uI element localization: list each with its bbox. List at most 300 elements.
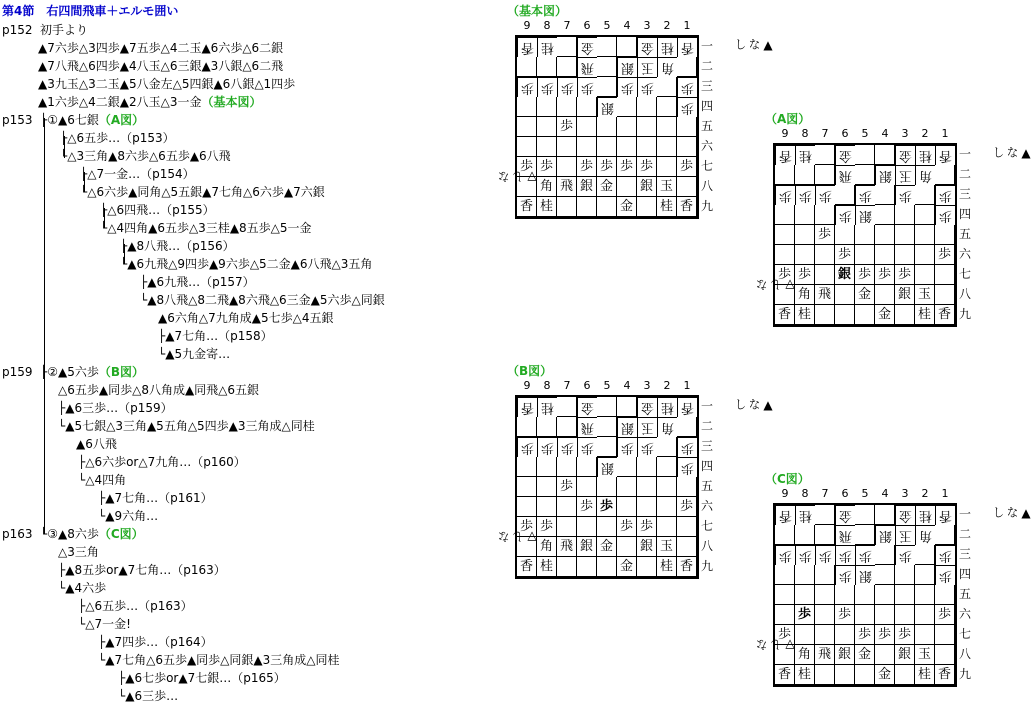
board-square: 歩 (677, 497, 697, 517)
board-square (557, 497, 577, 517)
sente-hand: ▲なし (991, 506, 1033, 520)
board-square: 角 (795, 645, 815, 665)
move-line: └△6六歩▲同角△5五銀▲7七角△6六歩▲7六銀 (80, 185, 325, 199)
board-square (677, 517, 697, 537)
board-square: 銀 (637, 177, 657, 197)
board-square (875, 505, 895, 525)
board-square (875, 565, 895, 585)
tree-connector (64, 136, 65, 158)
board-square: 銀 (617, 417, 637, 437)
board-square (935, 525, 955, 545)
move-line: └▲8八飛△8二飛▲8六飛△6三金▲5六歩△同銀 (140, 293, 385, 307)
board-square: 金 (637, 37, 657, 57)
board-square: 銀 (637, 537, 657, 557)
board-square (677, 537, 697, 557)
board-square (657, 137, 677, 157)
board-square (815, 525, 835, 545)
board-square: 桂 (915, 505, 935, 525)
board-square (517, 137, 537, 157)
board-square: 香 (517, 197, 537, 217)
board-square (617, 137, 637, 157)
board-square: 歩 (577, 497, 597, 517)
board-square: 桂 (795, 305, 815, 325)
gote-hand: なし▽ (497, 530, 539, 544)
move-line: ▲7六歩△3四歩▲7五歩△4二玉▲6六歩△6二銀 (38, 41, 284, 55)
board-label: （B図） (507, 364, 553, 378)
board-square: 香 (775, 305, 795, 325)
board-square (835, 285, 855, 305)
board-square (895, 665, 915, 685)
sente-hand: ▲なし (733, 38, 775, 52)
board-square (795, 585, 815, 605)
board-square: 玉 (915, 645, 935, 665)
board-square (537, 417, 557, 437)
board-square (875, 245, 895, 265)
board-square: 歩 (855, 185, 875, 205)
board-square (775, 205, 795, 225)
board-square: 金 (875, 305, 895, 325)
board-square: 歩 (855, 625, 875, 645)
board-square (537, 57, 557, 77)
section-title: 第4節 右四間飛車＋エルモ囲い (2, 4, 179, 18)
board-square: 金 (895, 145, 915, 165)
move-line: ├△6五歩…（p153） (60, 131, 175, 145)
gote-hand: なし▽ (497, 170, 539, 184)
board-square (617, 177, 637, 197)
board-square (597, 517, 617, 537)
board-square (577, 197, 597, 217)
sente-hand: ▲なし (733, 398, 775, 412)
board-square: 桂 (537, 397, 557, 417)
board-square: 歩 (617, 437, 637, 457)
board-square (577, 557, 597, 577)
board-square (855, 605, 875, 625)
board-square: 歩 (537, 157, 557, 177)
board-square (895, 565, 915, 585)
board-square (815, 605, 835, 625)
board-square: 金 (637, 397, 657, 417)
board-grid (515, 35, 699, 219)
board-square (537, 97, 557, 117)
board-square (815, 165, 835, 185)
move-line: └△7一金! (78, 617, 131, 631)
move-line: ├②▲5六歩（B図） (40, 365, 145, 379)
board-square (935, 285, 955, 305)
board-square (895, 585, 915, 605)
board-square (835, 625, 855, 645)
board-square: 歩 (677, 457, 697, 477)
move-line: ├△6六歩or△7九角…（p160） (78, 455, 246, 469)
diagram-ref: （B図） (98, 365, 145, 379)
board-square (915, 565, 935, 585)
board-label: （基本図） (507, 4, 568, 18)
board-square (855, 585, 875, 605)
board-square (537, 137, 557, 157)
diagram-ref: （A図） (98, 113, 145, 127)
board-square (915, 545, 935, 565)
board-square: 歩 (935, 565, 955, 585)
tree-connector (44, 118, 45, 372)
board-square: 歩 (577, 77, 597, 97)
board-square (597, 197, 617, 217)
board-square: 香 (677, 197, 697, 217)
board-square: 銀 (597, 457, 617, 477)
board-square: 歩 (775, 185, 795, 205)
board-square (657, 437, 677, 457)
board-square: 桂 (657, 557, 677, 577)
board-square (597, 417, 617, 437)
board-square: 玉 (657, 537, 677, 557)
board-square: 歩 (557, 117, 577, 137)
board-square: 玉 (657, 177, 677, 197)
board-square (637, 477, 657, 497)
board-square: 歩 (775, 625, 795, 645)
board-square (597, 117, 617, 137)
board-square (895, 605, 915, 625)
board-square (795, 205, 815, 225)
board-square: 歩 (775, 265, 795, 285)
board-square (775, 585, 795, 605)
board-square: 飛 (835, 165, 855, 185)
board-square (915, 205, 935, 225)
board-square: 歩 (835, 205, 855, 225)
board-square (835, 225, 855, 245)
board-square: 歩 (597, 497, 617, 517)
board-square: 歩 (795, 545, 815, 565)
board-square (775, 525, 795, 545)
tree-connector (84, 172, 85, 192)
board-square (795, 165, 815, 185)
board-square (657, 97, 677, 117)
board-square (795, 565, 815, 585)
move-line: ├△6五歩…（p163） (78, 599, 193, 613)
board-square (557, 137, 577, 157)
board-square: 角 (537, 177, 557, 197)
board-square (815, 305, 835, 325)
tree-connector (104, 208, 105, 228)
move-line: └△3三角▲8六歩△6五歩▲6八飛 (60, 149, 231, 163)
board-square (795, 625, 815, 645)
board-square (915, 585, 935, 605)
move-line: ├△7一金…（p154） (80, 167, 195, 181)
board-square: 香 (677, 37, 697, 57)
board-square: 歩 (895, 265, 915, 285)
board-square: 銀 (895, 285, 915, 305)
board-square (835, 665, 855, 685)
board-square (597, 77, 617, 97)
board-square (935, 625, 955, 645)
board-square: 銀 (855, 565, 875, 585)
gote-hand: なし▽ (755, 638, 797, 652)
move-line: └△4四角▲6五歩△3三桂▲8五歩△5一金 (100, 221, 312, 235)
board-square: 金 (855, 645, 875, 665)
board-square: 金 (835, 145, 855, 165)
board-square: 歩 (557, 477, 577, 497)
board-square (637, 97, 657, 117)
board-square: 歩 (517, 157, 537, 177)
board-square (895, 205, 915, 225)
board-square (617, 397, 637, 417)
move-line: ├△6四飛…（p155） (100, 203, 215, 217)
board-square (537, 497, 557, 517)
board-square (577, 137, 597, 157)
board-square: 歩 (637, 517, 657, 537)
board-square (815, 565, 835, 585)
move-line: △3三角 (58, 545, 99, 559)
board-square (557, 457, 577, 477)
board-square (577, 517, 597, 537)
board-square: 歩 (875, 625, 895, 645)
board-square (815, 505, 835, 525)
board-square (677, 177, 697, 197)
board-square (677, 137, 697, 157)
board-square: 歩 (835, 565, 855, 585)
board-square (915, 625, 935, 645)
board-square: 歩 (795, 265, 815, 285)
board-square: 銀 (597, 97, 617, 117)
board-square: 歩 (557, 77, 577, 97)
board-square: 歩 (597, 157, 617, 177)
board-square (617, 537, 637, 557)
board-square (855, 305, 875, 325)
board-square (597, 57, 617, 77)
board-square (517, 57, 537, 77)
board-square: 角 (915, 525, 935, 545)
board-square (935, 265, 955, 285)
board-square: 玉 (895, 165, 915, 185)
board-square (875, 545, 895, 565)
board-square: 飛 (835, 525, 855, 545)
move-line: └③▲8六歩（C図） (40, 527, 144, 541)
board-square: 金 (875, 665, 895, 685)
board-square (875, 185, 895, 205)
board-square: 歩 (677, 97, 697, 117)
board-square: 飛 (577, 57, 597, 77)
board-square (935, 165, 955, 185)
board-square (815, 245, 835, 265)
board-square (815, 265, 835, 285)
board-square: 香 (517, 397, 537, 417)
board-square: 歩 (775, 545, 795, 565)
board-square: 桂 (795, 505, 815, 525)
board-square: 香 (517, 557, 537, 577)
board-square: 香 (935, 665, 955, 685)
move-line: △6五歩▲同歩△8八角成▲同飛△6五銀 (58, 383, 260, 397)
board-square (915, 185, 935, 205)
board-square: 香 (677, 397, 697, 417)
board-square: 歩 (875, 265, 895, 285)
board-square: 金 (617, 557, 637, 577)
board-square: 香 (775, 145, 795, 165)
board-square: 角 (795, 285, 815, 305)
board-square: 歩 (895, 185, 915, 205)
move-line: ├▲6三歩…（p159） (58, 401, 173, 415)
board-square (677, 117, 697, 137)
move-line: ▲6八飛 (76, 437, 117, 451)
board-square: 歩 (617, 77, 637, 97)
board-square (637, 457, 657, 477)
board-square (835, 305, 855, 325)
board-square: 飛 (577, 417, 597, 437)
board-square (557, 97, 577, 117)
board-square (517, 417, 537, 437)
move-line: └▲5九金寄… (158, 347, 231, 361)
move-line: └▲6九飛△9四歩▲9六歩△5二金▲6八飛△3五角 (120, 257, 373, 271)
board-square: 歩 (935, 205, 955, 225)
gote-hand: なし▽ (755, 278, 797, 292)
board-square (815, 145, 835, 165)
board-square (875, 285, 895, 305)
board-square: 香 (935, 145, 955, 165)
board-square: 銀 (617, 57, 637, 77)
board-square (915, 245, 935, 265)
board-square: 桂 (657, 197, 677, 217)
board-square: 桂 (537, 557, 557, 577)
board-square (875, 225, 895, 245)
board-square: 角 (537, 537, 557, 557)
board-square: 歩 (677, 157, 697, 177)
board-square: 歩 (617, 517, 637, 537)
board-square (657, 117, 677, 137)
board-square (537, 117, 557, 137)
board-square: 歩 (637, 157, 657, 177)
board-square: 歩 (935, 545, 955, 565)
board-square: 歩 (677, 437, 697, 457)
board-square: 歩 (935, 605, 955, 625)
board-square (775, 565, 795, 585)
board-square (815, 665, 835, 685)
board-square: 桂 (537, 37, 557, 57)
board-square: 玉 (637, 57, 657, 77)
board-square (855, 505, 875, 525)
board-square: 角 (657, 57, 677, 77)
board-square (855, 245, 875, 265)
page-ref: p152 (2, 23, 33, 37)
board-square: 角 (915, 165, 935, 185)
board-square (537, 457, 557, 477)
board-square: 金 (617, 197, 637, 217)
board-square: 香 (775, 665, 795, 685)
board-square (597, 397, 617, 417)
board-square: 歩 (815, 225, 835, 245)
board-square: 玉 (895, 525, 915, 545)
board-square (557, 197, 577, 217)
move-line: ├①▲6七銀（A図） (40, 113, 145, 127)
board-square (657, 497, 677, 517)
board-square (835, 185, 855, 205)
board-grid (773, 503, 957, 687)
board-square: 香 (517, 37, 537, 57)
board-square (637, 497, 657, 517)
board-square (597, 37, 617, 57)
board-square (617, 497, 637, 517)
move-line: ├▲6七歩or▲7七銀…（p165） (118, 671, 286, 685)
page-ref: p159 (2, 365, 33, 379)
board-square (597, 137, 617, 157)
board-square: 飛 (557, 177, 577, 197)
move-line: └△4四角 (78, 473, 127, 487)
board-square: 歩 (795, 185, 815, 205)
board-square: 歩 (637, 437, 657, 457)
board-square: 歩 (855, 545, 875, 565)
board-square (935, 585, 955, 605)
board-square (815, 585, 835, 605)
variation-tree (0, 0, 500, 703)
board-square: 歩 (537, 437, 557, 457)
board-label: （C図） (765, 472, 810, 486)
board-square: 銀 (577, 537, 597, 557)
move-line: ├▲7七角…（p161） (98, 491, 213, 505)
board-square (617, 37, 637, 57)
board-square: 飛 (557, 537, 577, 557)
board-square: 金 (895, 505, 915, 525)
board-square: 銀 (855, 205, 875, 225)
tree-connector (44, 372, 45, 534)
board-square (517, 497, 537, 517)
board-square (597, 477, 617, 497)
board-square: 歩 (617, 157, 637, 177)
board-square: 銀 (835, 645, 855, 665)
board-square (557, 417, 577, 437)
board-square: 桂 (657, 37, 677, 57)
board-square: 金 (855, 285, 875, 305)
move-line: ▲1六歩△4二銀▲2八玉△3一金（基本図） (38, 95, 262, 109)
diagram-ref: （基本図） (201, 95, 262, 109)
board-square: 歩 (577, 437, 597, 457)
board-square (557, 397, 577, 417)
board-square (637, 117, 657, 137)
board-square (557, 557, 577, 577)
board-square (517, 117, 537, 137)
move-line: 初手より (40, 23, 89, 37)
board-square (677, 417, 697, 437)
board-square (657, 77, 677, 97)
board-square (617, 97, 637, 117)
board-square (577, 457, 597, 477)
board-square: 歩 (855, 265, 875, 285)
board-grid (773, 143, 957, 327)
board-square: 歩 (835, 545, 855, 565)
board-square (597, 437, 617, 457)
board-square: 歩 (517, 77, 537, 97)
board-square: 歩 (935, 185, 955, 205)
board-square (935, 225, 955, 245)
move-line: └▲6三歩… (118, 689, 179, 703)
diagram-ref: （C図） (98, 527, 144, 541)
board-square (637, 197, 657, 217)
board-square (915, 265, 935, 285)
board-square: 歩 (835, 245, 855, 265)
board-square: 銀 (875, 165, 895, 185)
board-square (577, 117, 597, 137)
board-square (795, 525, 815, 545)
page-ref: p163 (2, 527, 33, 541)
board-square (617, 477, 637, 497)
board-square (875, 605, 895, 625)
page-ref: p153 (2, 113, 33, 127)
board-square (617, 117, 637, 137)
board-square: 歩 (815, 185, 835, 205)
board-square (895, 225, 915, 245)
board-square: 銀 (875, 525, 895, 545)
board-square (557, 37, 577, 57)
board-square: 金 (597, 177, 617, 197)
move-line: └▲5七銀△3三角▲5五角△5四歩▲3三角成△同桂 (58, 419, 315, 433)
move-line: ├▲8八飛…（p156） (120, 239, 235, 253)
board-square (935, 645, 955, 665)
board-square (915, 225, 935, 245)
board-square (895, 305, 915, 325)
